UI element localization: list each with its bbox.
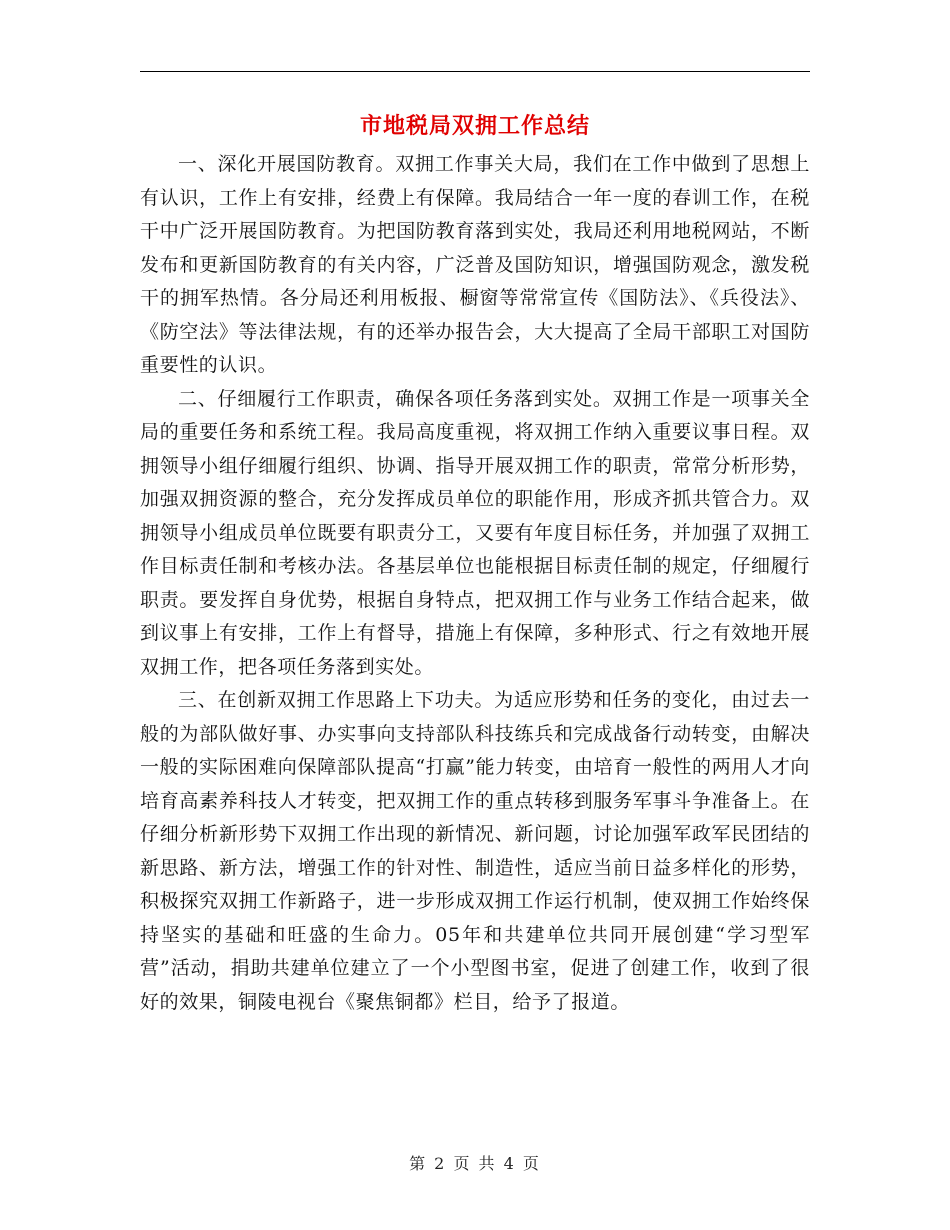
document-body	[140, 148, 810, 1019]
paragraph-3: 三、在创新双拥工作思路上下功夫。为适应形势和任务的变化，由过去一般的为部队做好事、办实事向支持部队科技练兵和完成战备行动转变，由解决一般的实际困难向保障部队提高“打赢”能力转变，由培育一般性的两用人才向培育高素养科技人才转变，把双拥工作的重点转移到服务军事斗争准备上。在仔细分析新形势下双拥工作出现的新情况、新问题，讨论加强军政军民团结的新思路、新方法，增强工作的针对性、制造性，适应当前日益多样化的形势，积极探究双拥工作新路子，进一步形成双拥工作运行机制，使双拥工作始终保持坚实的基础和旺盛的生命力。05年和共建单位共同开展创建“学习型军营”活动，捐助共建单位建立了一个小型图书室，促进了创建工作，收到了很好的效果，铜陵电视台《聚焦铜都》栏目，给予了报道。	[140, 689, 810, 1013]
paragraph-1: 一、深化开展国防教育。双拥工作事关大局，我们在工作中做到了思想上有认识，工作上有安排，经费上有保障。我局结合一年一度的春训工作，在税干中广泛开展国防教育。为把国防教育落到实处，我局还利用地税网站，不断发布和更新国防教育的有关内容，广泛普及国防知识，增强国防观念，激发税干的拥军热情。各分局还利用板报、橱窗等常常宣传《国防法》、《兵役法》、《防空法》等法律法规，有的还举办报告会，大大提高了全局干部职工对国防重要性的认识。	[140, 153, 810, 376]
page-number-footer: 第 2 页 共 4 页	[409, 1154, 541, 1173]
header-rule	[140, 71, 810, 72]
document-title: 市地税局双拥工作总结	[359, 113, 590, 139]
paragraph-2: 二、仔细履行工作职责，确保各项任务落到实处。双拥工作是一项事关全局的重要任务和系统工程。我局高度重视，将双拥工作纳入重要议事日程。双拥领导小组仔细履行组织、协调、指导开展双拥工作的职责，常常分析形势，加强双拥资源的整合，充分发挥成员单位的职能作用，形成齐抓共管合力。双拥领导小组成员单位既要有职责分工，又要有年度目标任务，并加强了双拥工作目标责任制和考核办法。各基层单位也能根据目标责任制的规定，仔细履行职责。要发挥自身优势，根据自身特点，把双拥工作与业务工作结合起来，做到议事上有安排，工作上有督导，措施上有保障，多种形式、行之有效地开展双拥工作，把各项任务落到实处。	[140, 387, 810, 678]
